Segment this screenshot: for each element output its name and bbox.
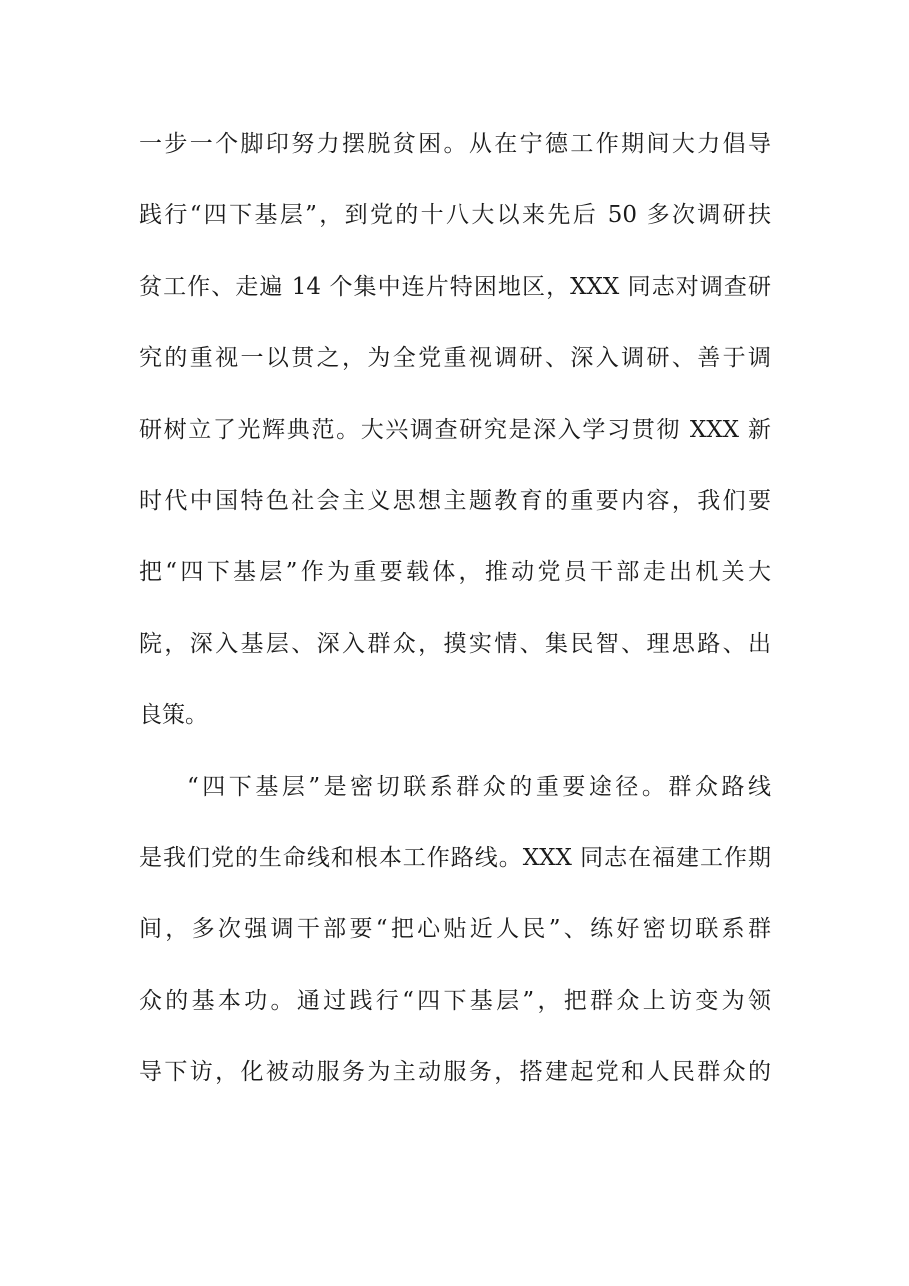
text-line: 一步一个脚印努力摆脱贫困。从在宁德工作期间大力倡导 [139, 131, 771, 157]
text-line: 践行“四下基层”，到党的十八大以来先后 50 多次调研扶 [139, 202, 771, 229]
text-line: 时代中国特色社会主义思想主题教育的重要内容，我们要 [139, 487, 771, 514]
text-line: 良策。 [139, 702, 208, 729]
text-line: 导下访，化被动服务为主动服务，搭建起党和人民群众的 [139, 1059, 771, 1086]
text-line: 间，多次强调干部要“把心贴近人民”、练好密切联系群 [139, 916, 771, 943]
text-line: 院，深入基层、深入群众，摸实情、集民智、理思路、出 [139, 630, 771, 657]
text-line: 是我们党的生命线和根本工作路线。XXX 同志在福建工作期 [139, 844, 771, 871]
document-body [139, 120, 771, 1119]
text-line: 把“四下基层”作为重要载体，推动党员干部走出机关大 [139, 559, 771, 586]
text-line: “四下基层”是密切联系群众的重要途径。群众路线 [187, 773, 771, 800]
text-line: 贫工作、走遍 14 个集中连片特困地区，XXX 同志对调查研 [139, 273, 771, 300]
paragraph-2 [139, 763, 771, 1120]
paragraph-1 [139, 120, 771, 763]
text-line: 究的重视一以贯之，为全党重视调研、深入调研、善于调 [139, 345, 771, 372]
text-line: 众的基本功。通过践行“四下基层”，把群众上访变为领 [139, 987, 771, 1014]
text-line: 研树立了光辉典范。大兴调查研究是深入学习贯彻 XXX 新 [139, 416, 771, 443]
